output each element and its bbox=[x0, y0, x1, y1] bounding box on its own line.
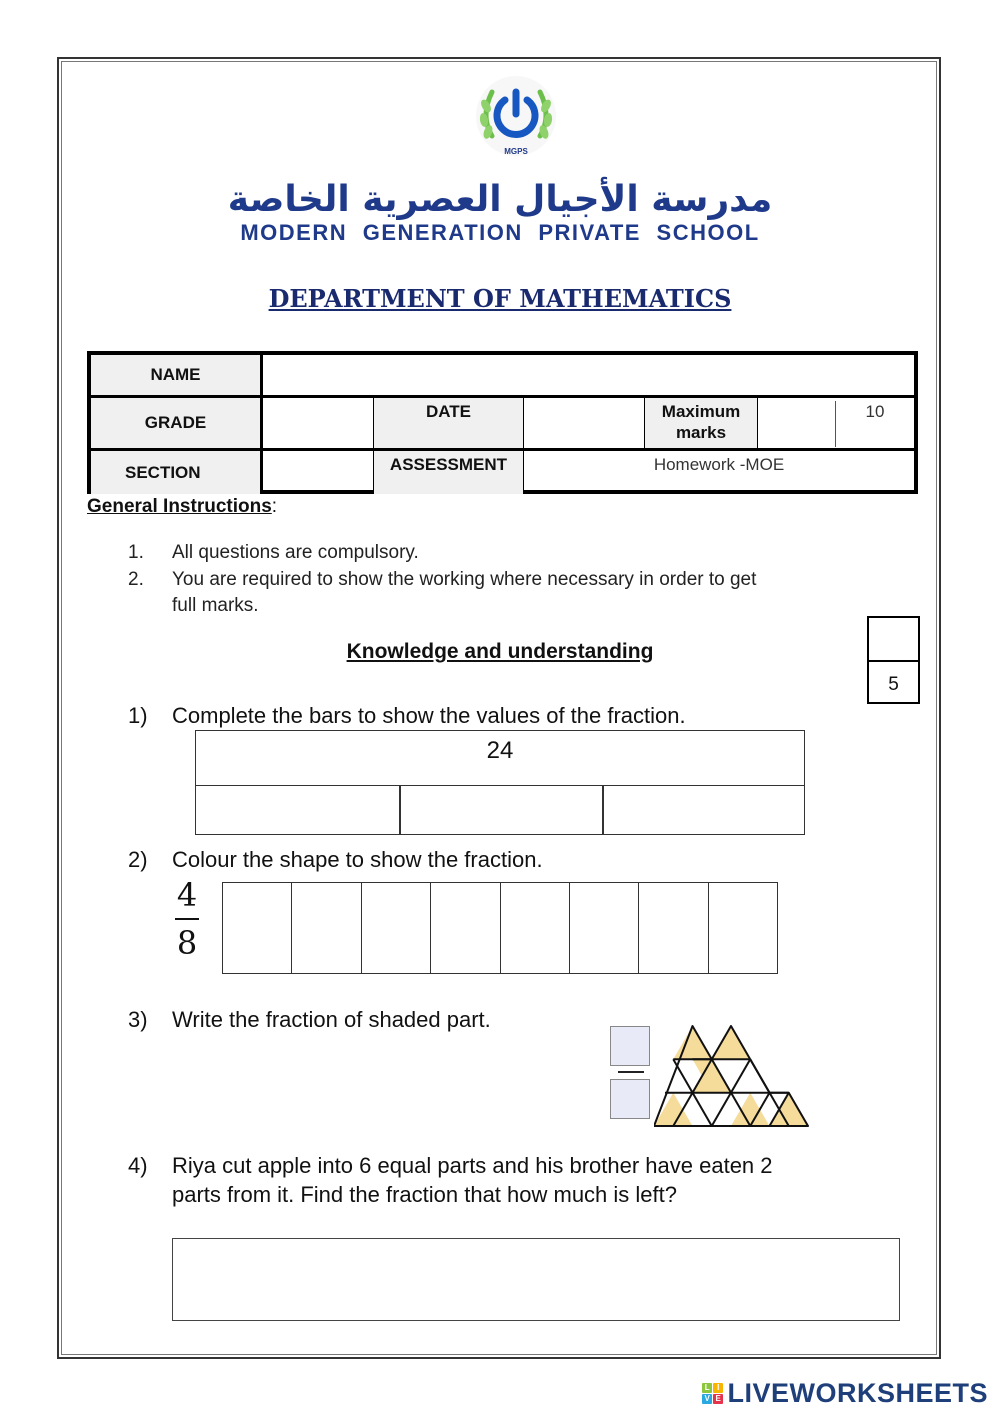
answer-input[interactable] bbox=[172, 1238, 900, 1321]
fraction-denominator: 8 bbox=[176, 924, 198, 962]
table-divider bbox=[91, 448, 914, 451]
table-divider bbox=[835, 401, 836, 447]
question-2: 2) Colour the shape to show the fraction. bbox=[128, 847, 543, 872]
assessment-value: Homework -MOE bbox=[653, 455, 785, 474]
shaded-triangles-icon bbox=[654, 1024, 814, 1128]
question-3: 3) Write the fraction of shaded part. bbox=[128, 1007, 491, 1032]
fraction-four-eighths bbox=[172, 876, 202, 962]
bar-model bbox=[195, 730, 805, 835]
grade-field[interactable] bbox=[263, 398, 373, 448]
question-4: 4) Riya cut apple into 6 equal parts and his brother have eaten 2 parts from it. Find the fraction that how much is left? bbox=[128, 1153, 773, 1207]
triangle-figure bbox=[654, 1024, 814, 1128]
grade-label: GRADE bbox=[91, 398, 260, 448]
max-marks-label: Maximum marks bbox=[645, 398, 757, 448]
strip-part[interactable] bbox=[223, 883, 292, 973]
general-instructions-title: General Instructions: bbox=[87, 496, 278, 517]
assessment-label: ASSESSMENT bbox=[374, 451, 523, 494]
table-divider bbox=[91, 395, 914, 398]
strip-part[interactable] bbox=[292, 883, 361, 973]
strip-part[interactable] bbox=[501, 883, 570, 973]
table-divider bbox=[260, 355, 263, 490]
strip-part[interactable] bbox=[709, 883, 777, 973]
power-logo-icon bbox=[474, 76, 558, 160]
fraction-bar bbox=[175, 918, 199, 920]
marks-total: 5 bbox=[888, 674, 899, 695]
strip-part[interactable] bbox=[362, 883, 431, 973]
table-divider bbox=[523, 398, 524, 490]
date-label: DATE bbox=[374, 398, 523, 448]
instruction-item-continued: full marks. bbox=[172, 595, 259, 616]
fraction-numerator: 4 bbox=[176, 876, 198, 914]
school-logo bbox=[474, 76, 558, 160]
brand-name: LIVEWORKSHEETS bbox=[727, 1378, 988, 1408]
marks-divider bbox=[869, 660, 918, 662]
bar-total: 24 bbox=[196, 731, 804, 786]
name-field[interactable] bbox=[263, 355, 914, 395]
numerator-input[interactable] bbox=[610, 1026, 650, 1066]
section-marks-box bbox=[867, 616, 920, 704]
fraction-line bbox=[618, 1071, 644, 1073]
max-marks-blank bbox=[758, 398, 835, 448]
instruction-item: 1. All questions are compulsory. bbox=[128, 542, 419, 563]
question-1: 1) Complete the bars to show the values of the fraction. bbox=[128, 703, 686, 728]
department-title: DEPARTMENT OF MATHEMATICS bbox=[268, 284, 732, 313]
name-label: NAME bbox=[91, 355, 260, 395]
instruction-item: 2. You are required to show the working where necessary in order to get bbox=[128, 569, 757, 590]
date-field[interactable] bbox=[524, 398, 644, 448]
strip-part[interactable] bbox=[639, 883, 708, 973]
marks-obtained-field[interactable] bbox=[869, 618, 918, 660]
section-field[interactable] bbox=[263, 451, 373, 494]
bar-part-input[interactable] bbox=[401, 786, 602, 834]
denominator-input[interactable] bbox=[610, 1079, 650, 1119]
svg-text:MGPS: MGPS bbox=[504, 147, 528, 156]
bar-part-input[interactable] bbox=[604, 786, 804, 834]
table-divider bbox=[373, 398, 374, 490]
colour-strip bbox=[222, 882, 778, 974]
section-title: Knowledge and understanding bbox=[346, 640, 654, 663]
school-name-arabic: مدرسة الأجيال العصرية الخاصة bbox=[227, 179, 773, 220]
live-tiles-icon: L I V E bbox=[702, 1383, 723, 1404]
max-marks-value: 10 bbox=[865, 402, 885, 421]
strip-part[interactable] bbox=[570, 883, 639, 973]
table-divider bbox=[644, 398, 645, 448]
strip-part[interactable] bbox=[431, 883, 500, 973]
liveworksheets-logo bbox=[702, 1378, 988, 1409]
school-name-english: MODERN GENERATION PRIVATE SCHOOL bbox=[240, 220, 760, 245]
section-label: SECTION bbox=[91, 451, 260, 494]
bar-part-input[interactable] bbox=[196, 786, 399, 834]
student-info-table bbox=[87, 351, 918, 494]
table-divider bbox=[757, 398, 758, 448]
